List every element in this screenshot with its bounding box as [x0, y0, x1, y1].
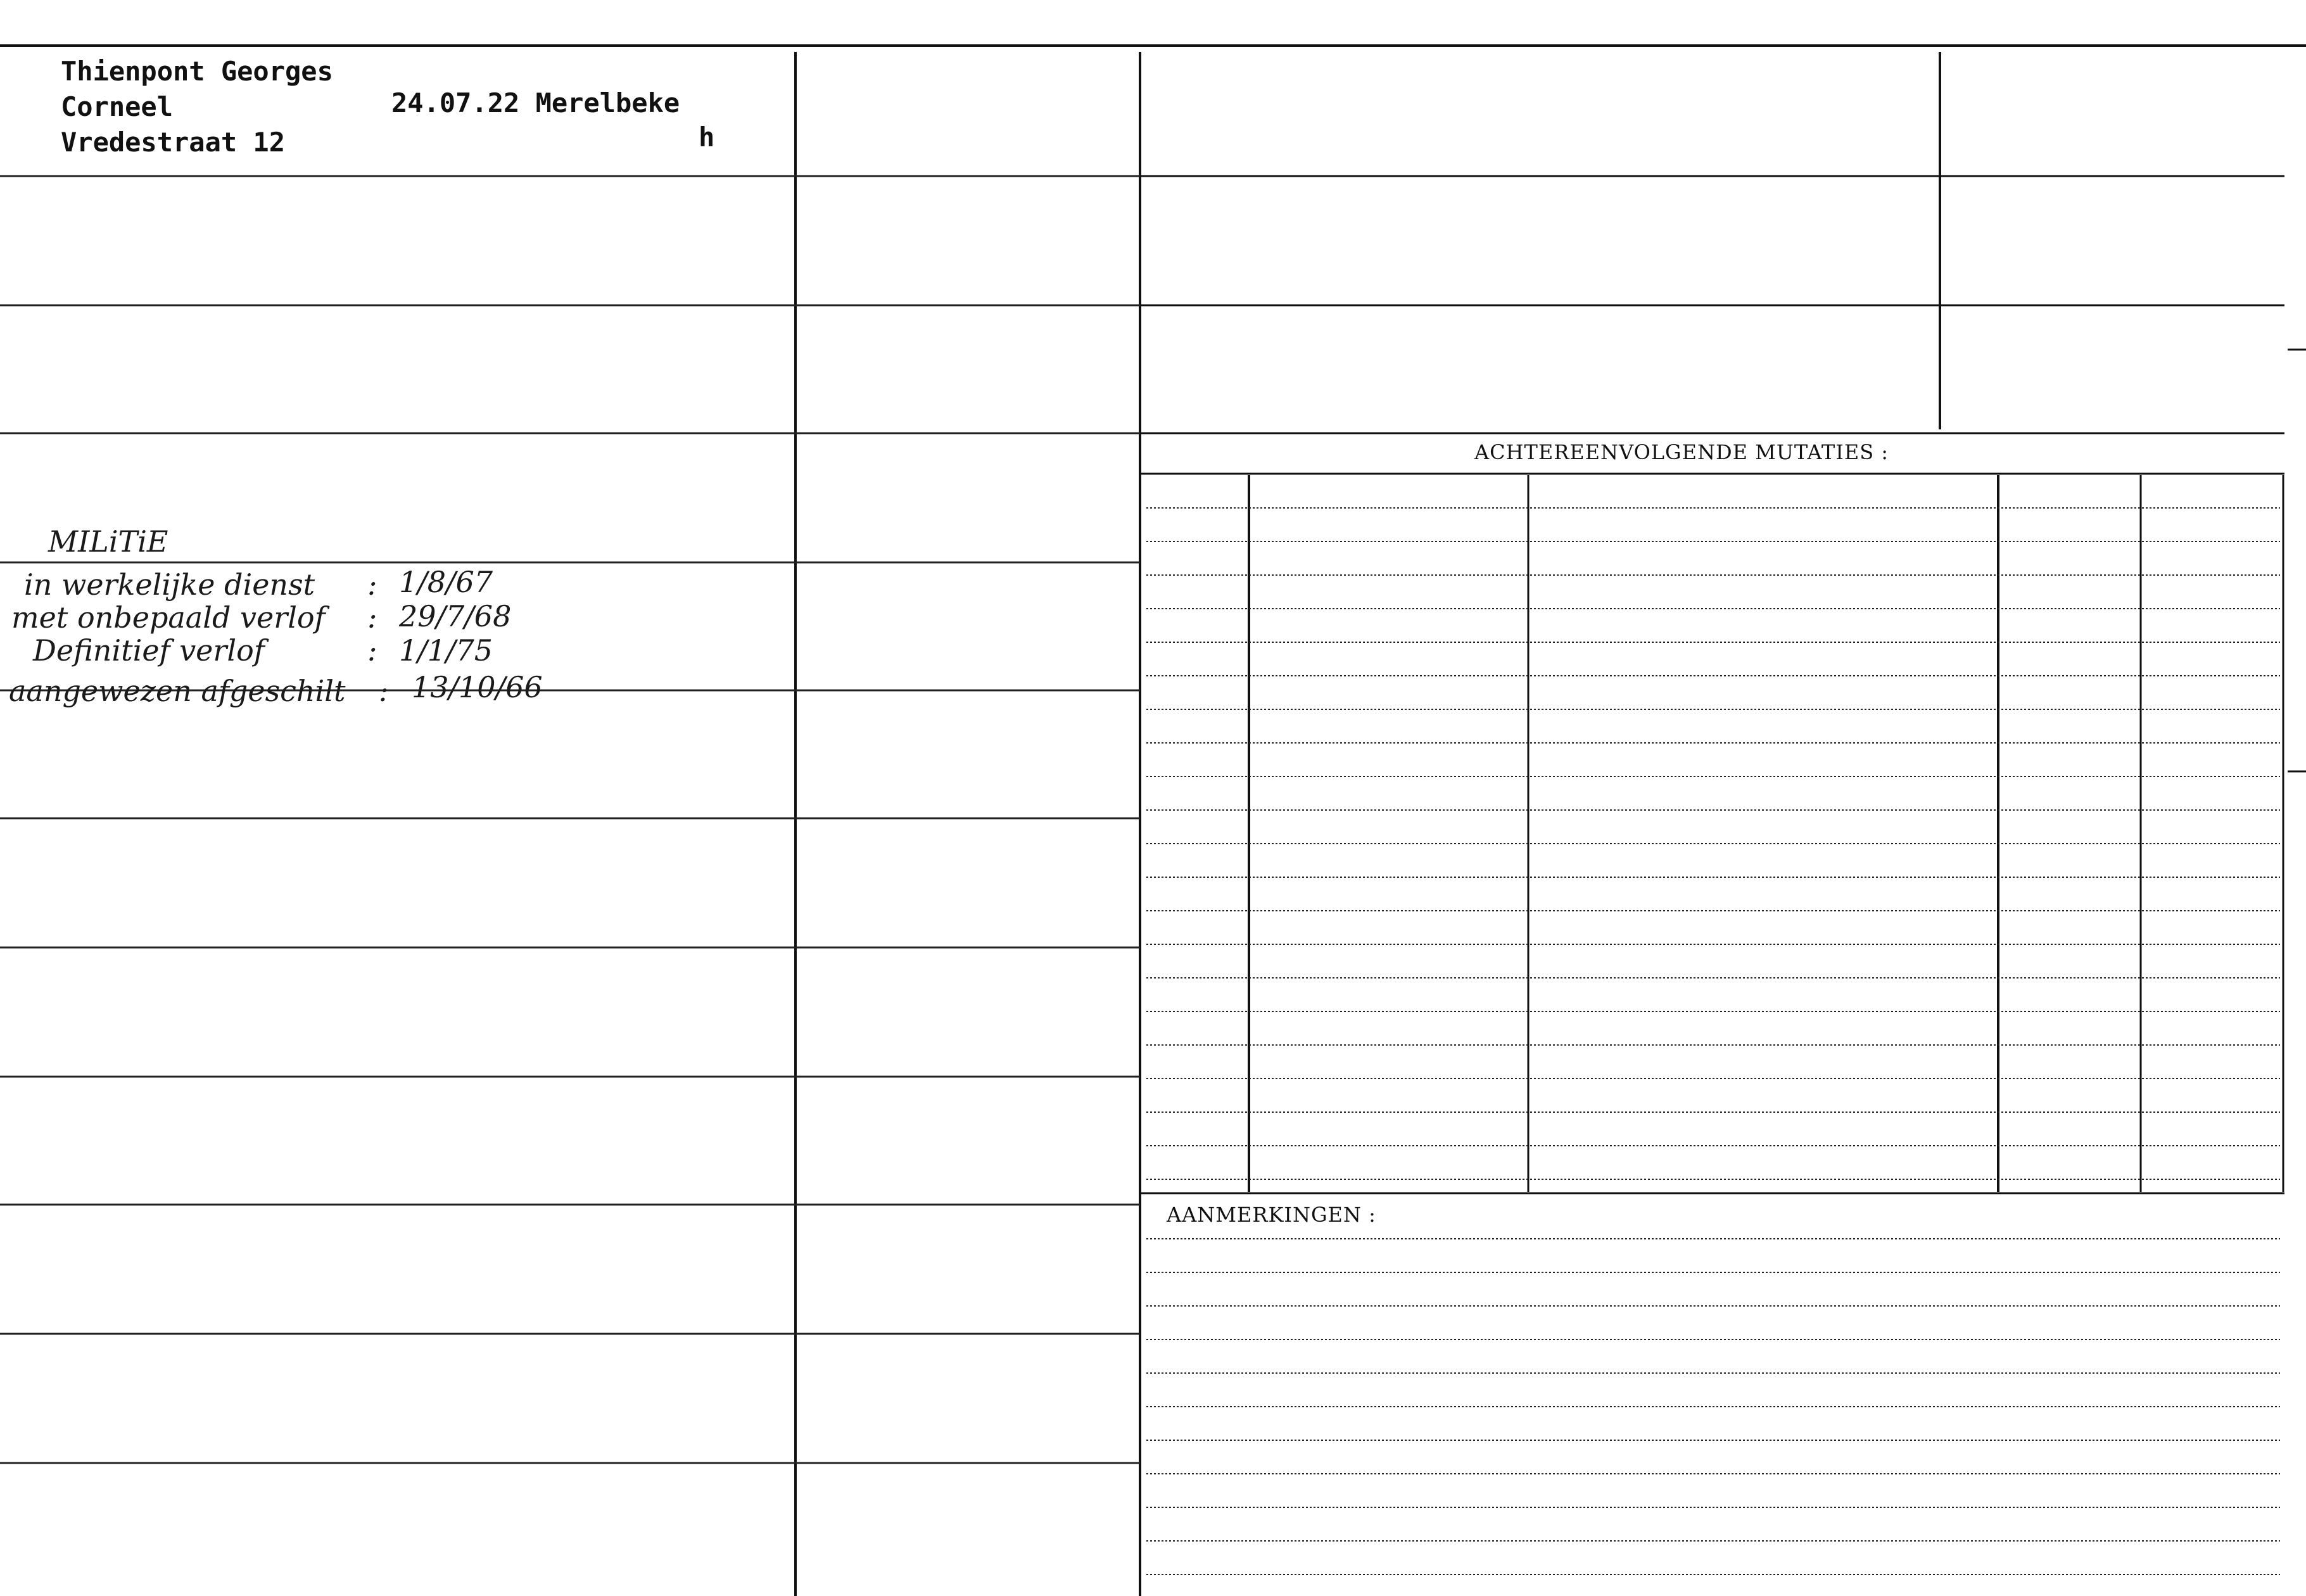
person-name-line1: Thienpont Georges: [61, 56, 333, 87]
hand-line-4-label: aangewezen afgeschilt: [9, 674, 346, 708]
hand-line-2-sep: :: [367, 600, 377, 635]
hand-line-3-date: 1/1/75: [399, 633, 493, 668]
gender-mark: h: [699, 122, 715, 153]
left-row-lines: [0, 176, 1140, 1463]
hand-line-1-label: in werkelijke dienst: [24, 567, 315, 602]
hand-line-1-sep: :: [367, 567, 377, 602]
remarks-header: AANMERKINGEN :: [1167, 1203, 1376, 1227]
person-address: Vredestraat 12: [61, 127, 286, 158]
hand-line-3-sep: :: [367, 633, 377, 668]
remarks-dotted-rules: [1146, 1239, 2280, 1574]
hand-line-2-date: 29/7/68: [399, 599, 512, 633]
birth-date-place: 24.07.22 Merelbeke: [391, 87, 680, 118]
hand-heading: MILiTiE: [48, 524, 168, 559]
mutations-header: ACHTEREENVOLGENDE MUTATIES :: [1474, 440, 1889, 464]
mutations-dotted-rules: [1146, 508, 2280, 1179]
hand-line-4-sep: :: [379, 674, 389, 708]
hand-line-3-label: Definitief verlof: [33, 633, 265, 668]
hand-line-2-label: met onbepaald verlof: [11, 600, 326, 635]
hand-line-1-date: 1/8/67: [399, 565, 493, 599]
hand-line-4-date: 13/10/66: [412, 670, 543, 704]
person-name-line2: Corneel: [61, 91, 174, 122]
